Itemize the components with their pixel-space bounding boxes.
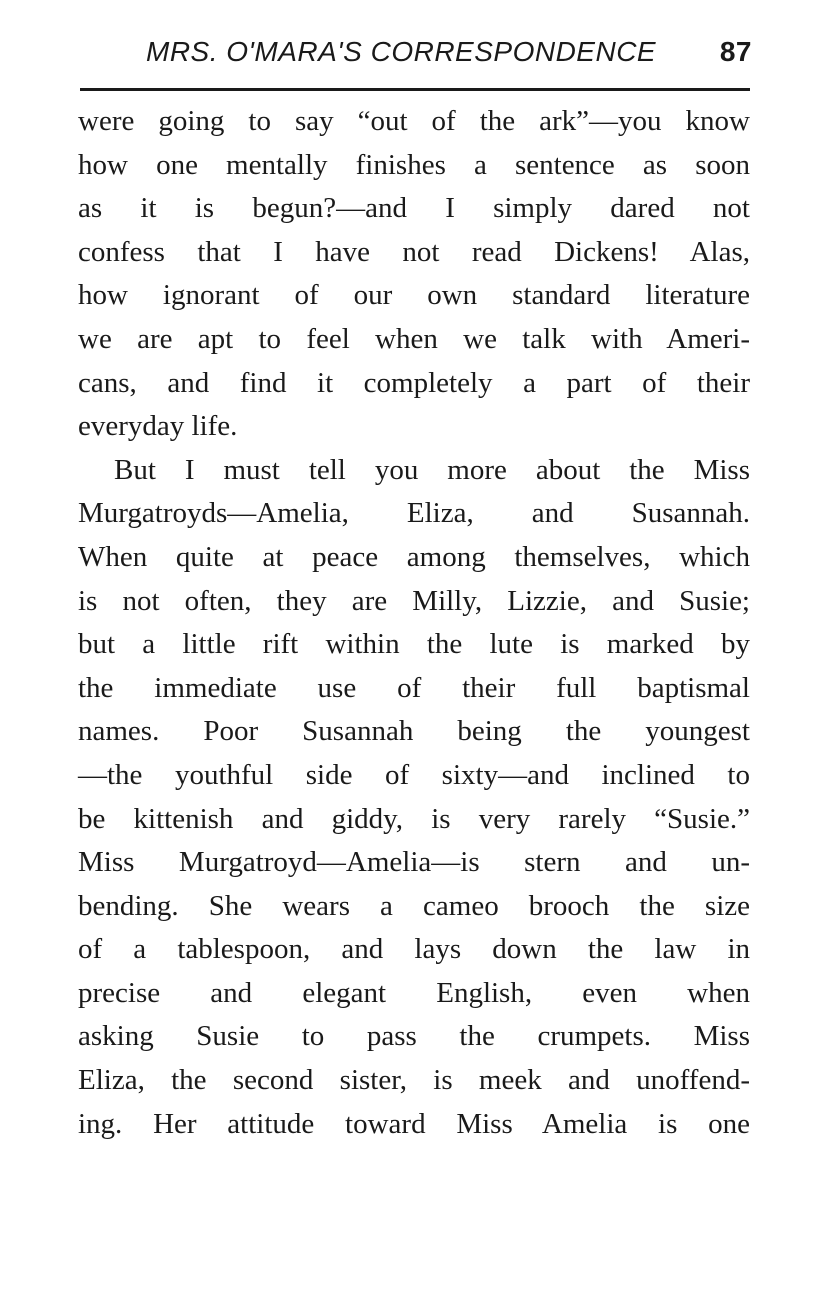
text-line: —the youthful side of sixty—and inclined to xyxy=(78,758,750,791)
text-line: as it is begun?—and I simply dared not xyxy=(78,192,750,225)
text-line: cans, and find it completely a part of their xyxy=(78,366,750,399)
text-line: bending. She wears a cameo brooch the size xyxy=(78,889,750,922)
text-line: of a tablespoon, and lays down the law in xyxy=(78,933,750,966)
text-line: asking Susie to pass the crumpets. Miss xyxy=(78,1020,750,1053)
text-line: be kittenish and giddy, is very rarely “Susie.” xyxy=(78,802,750,835)
text-line: everyday life. xyxy=(78,410,238,443)
text-line: When quite at peace among themselves, which xyxy=(78,540,750,573)
text-line: ing. Her attitude toward Miss Amelia is one xyxy=(78,1107,750,1140)
text-line: how one mentally finishes a sentence as soon xyxy=(78,148,750,181)
text-line: the immediate use of their full baptismal xyxy=(78,671,750,704)
text-line: were going to say “out of the ark”—you know xyxy=(78,105,750,137)
text-line: names. Poor Susannah being the youngest xyxy=(78,715,750,748)
text-line: Miss Murgatroyd—Amelia—is stern and un- xyxy=(78,846,750,879)
text-line: is not often, they are Milly, Lizzie, and Susie; xyxy=(78,584,750,617)
text-line: Eliza, the second sister, is meek and unoffend- xyxy=(78,1064,750,1097)
text-line: Murgatroyds—Amelia, Eliza, and Susannah. xyxy=(78,497,750,530)
text-line: but a little rift within the lute is marked by xyxy=(78,628,750,661)
body-text xyxy=(78,100,750,1146)
text-line: precise and elegant English, even when xyxy=(78,976,750,1009)
running-title: MRS. O'MARA'S CORRESPONDENCE xyxy=(146,36,657,67)
page-number: 87 xyxy=(719,36,752,67)
running-head xyxy=(82,36,752,68)
text-line: we are apt to feel when we talk with Ameri- xyxy=(78,322,750,355)
header-rule xyxy=(80,88,750,91)
paragraph-start-line: But I must tell you more about the Miss xyxy=(114,453,750,486)
text-line: confess that I have not read Dickens! Alas, xyxy=(78,235,750,268)
text-line: how ignorant of our own standard literature xyxy=(78,279,750,312)
